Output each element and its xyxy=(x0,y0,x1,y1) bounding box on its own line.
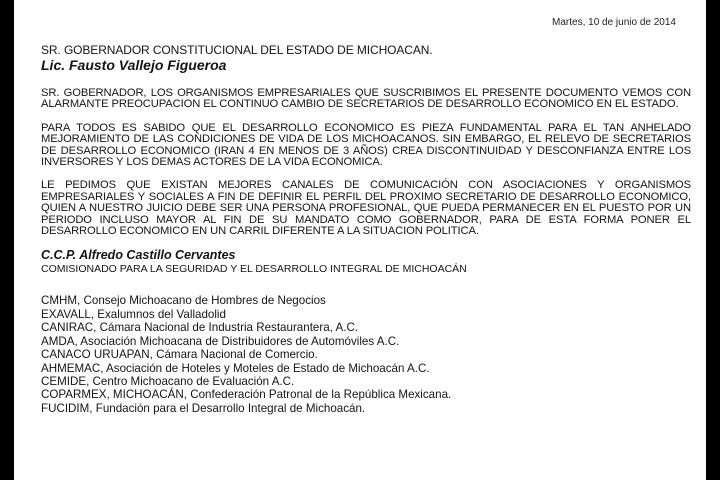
letter-date: Martes, 10 de junio de 2014 xyxy=(552,17,676,28)
letter-page xyxy=(14,0,706,480)
organization-item: CEMIDE, Centro Michoacano de Evaluación A.C. xyxy=(41,374,295,388)
organization-item: AMDA, Asociación Michoacana de Distribuidores de Automóviles A.C. xyxy=(41,334,400,348)
organization-item: EXAVALL, Exalumnos del Valladolid xyxy=(41,307,226,321)
addressee-name: Lic. Fausto Vallejo Figueroa xyxy=(41,57,227,73)
organization-item: CANACO URUAPAN, Cámara Nacional de Comercio. xyxy=(41,348,318,362)
organizations-list xyxy=(41,294,691,415)
organization-item: FUCIDIM, Fundación para el Desarrollo Integral de Michoacán. xyxy=(41,401,366,415)
organization-item: COPARMEX, MICHOACÁN, Confederación Patronal de la República Mexicana. xyxy=(41,388,452,402)
addressee-title: SR. GOBERNADOR CONSTITUCIONAL DEL ESTADO DE MICHOACAN. xyxy=(41,43,433,57)
ccp-name: C.C.P. Alfredo Castillo Cervantes xyxy=(41,248,236,263)
paragraph-3: LE PEDIMOS QUE EXISTAN MEJORES CANALES DE COMUNICACIÓN CON ASOCIACIONES Y ORGANISMOS EMPRESARIALES Y SOCIALES A FIN DE DEFINIR EL PERFIL DEL PROXIMO SECRETARIO DE DESARROLLO ECONOMICO, QUIEN A NUESTRO JUICIO DEBE SER UNA PERSONA PROFESIONAL, QUE PUEDA PERMANECER EN EL PUESTO POR UN PERIODO INCLUSO MAYOR AL FIN DE SU MANDATO COMO GOBERNADOR, PARA DE ESTA FORMA PONER EL DESARROLLO ECONOMICO EN UN CARRIL DIFERENTE A LA SITUACION POLITICA. xyxy=(41,179,691,238)
organization-item: CANIRAC, Cámara Nacional de Industria Restaurantera, A.C. xyxy=(41,321,359,335)
organization-item: CMHM, Consejo Michoacano de Hombres de Negocios xyxy=(41,294,326,308)
paragraph-1: SR. GOBERNADOR, LOS ORGANISMOS EMPRESARIALES QUE SUSCRIBIMOS EL PRESENTE DOCUMENTO VEMOS CON ALARMANTE PREOCUPACION EL CONTINUO CAMBIO DE SECRETARIOS DE DESARROLLO ECONOMICO EN EL ESTADO. xyxy=(41,87,691,111)
paragraph-2: PARA TODOS ES SABIDO QUE EL DESARROLLO ECONOMICO ES PIEZA FUNDAMENTAL PARA EL TAN ANHELADO MEJORAMIENTO DE LAS CONDICIONES DE VIDA DE LOS MICHOACANOS. SIN EMBARGO, EL RELEVO DE SECRETARIOS DE DESARROLLO ECONOMICO (IRAN 4 EN MENOS DE 3 AÑOS) CREA DISCONTINUIDAD Y DESCONFIANZA ENTRE LOS INVERSORES Y LOS DEMAS ACTORES DE LA VIDA ECONOMICA. xyxy=(41,121,691,169)
letter-body xyxy=(41,44,691,415)
ccp-role: COMISIONADO PARA LA SEGURIDAD Y EL DESARROLLO INTEGRAL DE MICHOACÁN xyxy=(41,263,467,276)
organization-item: AHMEMAC, Asociación de Hoteles y Moteles de Estado de Michoacán A.C. xyxy=(41,361,430,375)
